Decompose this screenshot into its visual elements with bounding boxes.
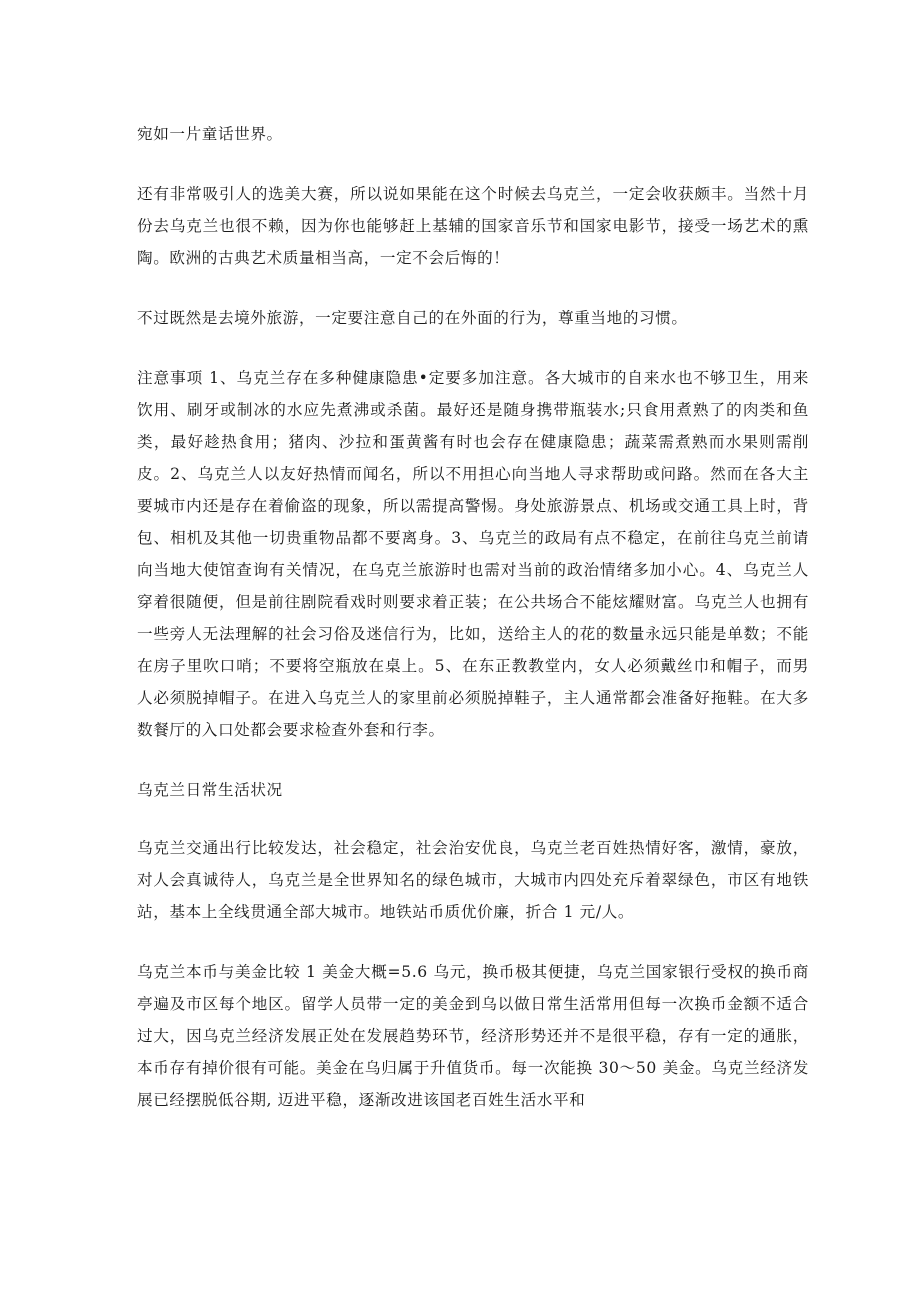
paragraph-fairy-tale: 宛如一片童话世界。 (137, 125, 283, 143)
document-body (137, 118, 809, 1144)
paragraph-behavior: 不过既然是去境外旅游，一定要注意自己的在外面的行为，尊重当地的习惯。 (137, 309, 688, 327)
paragraph-precautions: 注意事项 1、乌克兰存在多种健康隐患•定要多加注意。各大城市的自来水也不够卫生，用来饮用、刷牙或制冰的水应先煮沸或杀菌。最好还是随身携带瓶装水;只食用煮熟了的肉类和鱼类，最好趁热食用；猪肉、沙拉和蛋黄酱有时也会存在健康隐患；蔬菜需煮熟而水果则需削皮。2、乌克兰人以友好热情而闻名，所以不用担心向当地人寻求帮助或问路。然而在各大主要城市内还是存在着偷盗的现象，所以需提高警惕。身处旅游景点、机场或交通工具上时，背包、相机及其他一切贵重物品都不要离身。3、乌克兰的政局有点不稳定，在前往乌克兰前请向当地大使馆查询有关情况，在乌克兰旅游时也需对当前的政治情绪多加小心。4、乌克兰人穿着很随便，但是前往剧院看戏时则要求着正装；在公共场合不能炫耀财富。乌克兰人也拥有一些旁人无法理解的社会习俗及迷信行为，比如，送给主人的花的数量永远只能是单数；不能在房子里吹口哨；不要将空瓶放在桌上。5、在东正教教堂内，女人必须戴丝巾和帽子，而男人必须脱掉帽子。在进入乌克兰人的家里前必须脱掉鞋子，主人通常都会准备好拖鞋。在大多数餐厅的入口处都会要求检查外套和行李。 (137, 369, 809, 739)
paragraph-currency: 乌克兰本币与美金比较 1 美金大概=5.6 乌元，换币极其便捷，乌克兰国家银行受权的换币商亭遍及市区每个地区。留学人员带一定的美金到乌以做日常生活常用但每一次换币金额不适合过大，因乌克兰经济发展正处在发展趋势环节，经济形势还并不是很平稳，存有一定的通胀，本币存有掉价很有可能。美金在乌归属于升值货币。每一次能换 30～50 美金。乌克兰经济发展已经摆脱低谷期, 迈进平稳，逐渐改进该国老百姓生活水平和 (137, 963, 809, 1109)
paragraph-transport: 乌克兰交通出行比较发达，社会稳定，社会治安优良，乌克兰老百姓热情好客，激情，豪放，对人会真诚待人，乌克兰是全世界知名的绿色城市，大城市内四处充斥着翠绿色，市区有地铁站，基本上全线贯通全部大城市。地铁站币质优价廉，折合 1 元/人。 (137, 839, 809, 921)
section-heading-daily-life: 乌克兰日常生活状况 (137, 781, 283, 799)
paragraph-beauty-contest: 还有非常吸引人的选美大赛，所以说如果能在这个时候去乌克兰，一定会收获颇丰。当然十月份去乌克兰也很不赖，因为你也能够赶上基辅的国家音乐节和国家电影节，接受一场艺术的熏陶。欧洲的古典艺术质量相当高，一定不会后悔的！ (137, 185, 809, 267)
